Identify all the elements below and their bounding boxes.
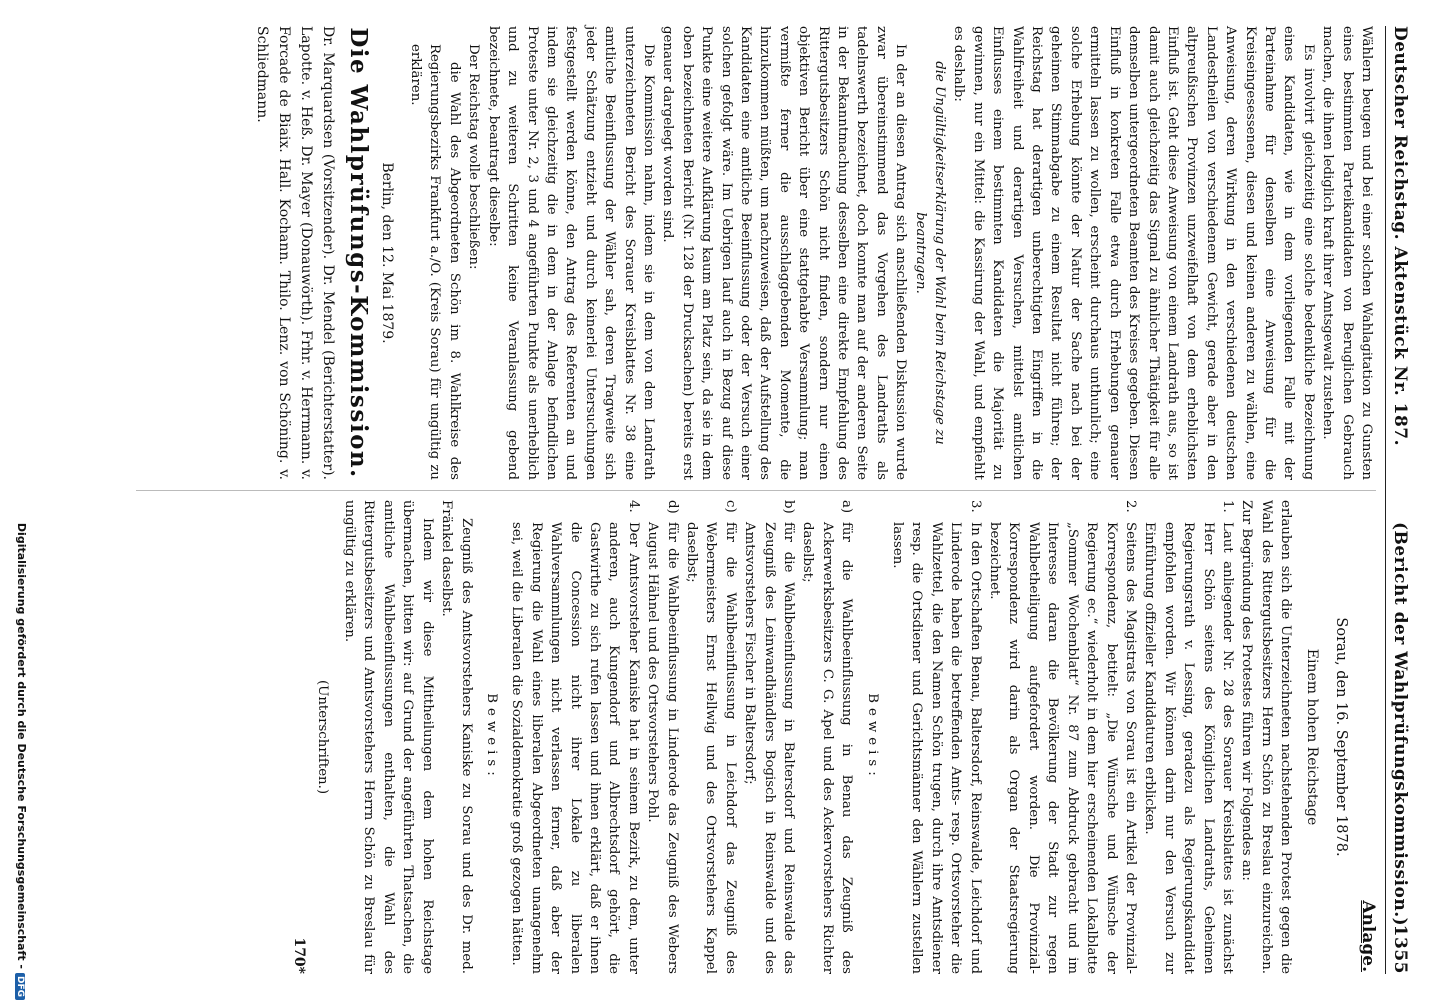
paragraph: Zeugniß des Amtsvorstehers Kaniske zu Sorau und des Dr. med. Fränkel daselbst. <box>439 500 474 974</box>
column-divider <box>136 490 1376 491</box>
paragraph: die Ungültigkeitserklärung der Wahl beim Reichstage zu beantragen. <box>912 61 948 445</box>
paragraph: Die Kommission nahm, indem sie in dem von dem Landrath unterzeichneten Bericht des Sorauer Kreisblattes Nr. 38 eine amtliche Beeinflussung der Wähler sah, deren Tragweite sich jeder Schätzung entzieht und durch keinerlei Untersuchungen festgestellt werden könne, den Antrag des Referenten an und indem sie gleichzeitig die in dem in der Anlage befindlichen Proteste unter Nr. 2, 3 und 4 angeführten Punkte als unerheblich und zu weiteren Schritten keine Veranlassung gebend bezeichnete, beantragt dieselbe: <box>485 26 656 480</box>
list-item: d) für die Wahlbeeinflussung in Linderode das Zeugniß des Webers August Hähnel und des Ortsvorstehers Pohl. <box>645 500 680 974</box>
member-list: Dr. Marquardsen (Vorsitzender). Dr. Mendel (Berichterstatter). Lapotte. v. Heß. Dr. Mayer (Donauwörth). Frhr. v. Herrmann. v. Forcade de Biaix. Hall. Kochann. Thilo. Lenz. von Schöning. v. Schliedmann. <box>253 26 336 480</box>
list-item: 1. Laut anliegender Nr. 28 des Sorauer Kreisblattes ist zunächst Herr Schön seitens des Königlichen Landraths, Geheimen Regierungsrath v. Lessing, geradezu als Regierungskandidat empfohlen worden. Wir können darin nur den Versuch zur Einführung offizieller Kandidaturen erblicken. <box>1142 500 1235 974</box>
paragraph: Es involvirt gleichzeitig eine solche bedenkliche Bezeichnung eines Kandidaten, wie in dem vorliegenden Falle mit der Parteinahme für denselben eine Anweisung für die Kreiseingesessenen, diesen und keinen anderen zu wählen, eine Anweisung, deren Wirkung in den verschiedenen deutschen Landestheilen von verschiedenem Gewicht, gerade aber in den altpreußischen Provinzen unzweifelhaft von dem erheblichsten Einfluß ist. Geht diese Anweisung von einem Landrath aus, so ist damit auch gleichzeitig das Signal zu ähnlicher Thätigkeit für alle demselben untergeordneten Beamten des Kreises gegeben. Diesen Einfluß in konkreten Falle etwa durch Erhebungen genauer ermitteln lassen zu wollen, erscheint durchaus unthunlich; eine solche Erhebung könnte der Natur der Sache nach bei der geheimen Stimmabgabe zu einem Resultat nicht führen; der Reichstag hat derartigen unberechtigten Eingriffen in die Wahlfreiheit und derartigen Versuchen, mittelst amtlichen Einflusses einem bestimmten Kandidaten die Majorität zu gewinnen, nur ein Mittel: die Kassirung der Wahl, und empfiehlt es deshalb: <box>951 26 1316 480</box>
page-number: 1355 <box>1390 924 1410 974</box>
list-item: 3. In den Ortschaften Benau, Baltersdorf, Reinswalde, Leichdorf und Linderode haben die betreffenden Amts- resp. Ortsvorsteher die Wahlzettel, die den Namen Schön trugen, durch ihre Amtsdiener resp. die Ortsdiener und Gerichtsmänner den Wählern zustellen lassen. <box>890 500 983 974</box>
paragraph: Der Reichstag wolle beschließen: <box>466 44 482 270</box>
running-head-left: Deutscher Reichstag. Aktenstück Nr. 187. <box>1390 26 1410 447</box>
list-item: b) für die Wahlbeeinflussung in Baltersdorf und Reinswalde das Zeugniß des Leinwandhändlers Bogisch in Reinswalde und des Amtsvorstehers Fischer in Baltersdorf; <box>742 500 797 974</box>
list-item: 4. Der Amtsvorsteher Kaniske hat in seinem Bezirk, zu dem, unter anderen, auch Kungendorf und Albrechtsdorf gehört, die Gastwirthe zu sich rufen lassen und ihnen erklärt, daß er ihnen die Concession nicht ihrer Lokale zu liberalen Wahlversammlungen nicht verlassen ferner, daß aber der Regierung die Wahl eines liberalen Abgeordneten unangenehm sei, weil die Liberalen die Sozialdemokratie groß gezogen hätten. <box>509 500 641 974</box>
anlage-heading: Anlage. <box>1358 900 1378 972</box>
left-column <box>251 26 1376 480</box>
beweis-heading: Beweis: <box>483 693 499 781</box>
date-line: Berlin, den 12. Mai 1879. <box>378 162 395 344</box>
proof-items <box>507 500 856 974</box>
beweis-heading: Beweis: <box>864 693 880 781</box>
salutation: Einem hohen Reichstage <box>1303 648 1320 826</box>
running-head-right: (Bericht der Wahlprüfungskommission.) <box>1390 522 1410 927</box>
header-rule <box>1385 26 1386 974</box>
commission-title: Die Wahlprüfungs-Kommission. <box>345 27 373 479</box>
digitization-note <box>15 0 28 1000</box>
dfg-logo: DFG <box>15 973 25 1000</box>
list-item: a) für die Wahlbeeinflussung in Benau das Zeugniß des Ackerwerksbesitzers C. G. Apel und des Ackervorstehers Richter daselbst; <box>800 500 855 974</box>
paragraph: die Wahl des Abgeordneten Schön im 8. Wahlkreise des Regierungsbezirks Frankfurt a./O. (Kreis Sorau) für ungültig zu erklären. <box>408 44 462 480</box>
footer-number: 170* <box>291 937 308 974</box>
paragraph: In der an diesen Antrag sich anschließenden Diskussion wurde zwar übereinstimmend das Vorgehen des Landraths als tadelnswerth bezeichnet, doch konnte man auf der anderen Seite in der Bekanntmachung desselben eine direkte Empfehlung des Rittergutsbesitzers Schön nicht finden, sondern nur einen objektiven Bericht über eine stattgehabte Versammlung; man vermißte ferner die ausschlaggebenden Momente, die hinzukommen müßten, um nachzuweisen, daß der Aufstellung des Kandidaten eine amtliche Beeinflussung oder der Versuch einer solchen gefolgt wäre. Im Uebrigen lauf auch in Bezug auf diese Punkte eine weitere Aufklärung kaum am Platz sein, da sie in dem oben bezeichneten Bericht (Nr. 128 der Drucksachen) bereits erst genauer dargelegt worden sind. <box>660 26 909 480</box>
paragraph: Wählern beugen und bei einer solchen Wahlagitation zu Gunsten eines bestimmten Parteikandidaten von Beruglichen Gebrauch machen, die ihnen lediglich kraft ihrer Amtsgewalt zustehen. <box>1320 26 1374 480</box>
paragraph: Indem wir diese Mittheilungen dem hohen Reichstage übermachen, bitten wir: auf Grund der angeführten Thatsachen, die amtliche Wahlbeeinflussungen enthalten, die Wahl des Rittergutsbesitzers und Amtsvorstehers Herrn Schön zu Breslau für ungültig zu erklären. <box>342 500 435 974</box>
place-date: Sorau, den 16. September 1878. <box>1333 617 1349 857</box>
list-item: 2. Seitens des Magistrats von Sorau ist ein Artikel der Provinzial-Korrespondenz, betitelt: „Die Wünsche und Wünsche der Regierung ec.“ wiederholt in dem hier erscheinenden Lokalblatte „Sommer Wochenblatt“ Nr. 87 zum Abdruck gebracht und im Interesse daran die Bevölkerung der Stadt zur regen Wahlbetheiligung aufgefordert worden. Die Provinzial-Korrespondenz wird darin als Organ der Staatsregierung bezeichnet. <box>987 500 1138 974</box>
signatures: (Unterschriften.) <box>314 679 330 795</box>
list-item: c) für die Wahlbeeinflussung in Leichdorf das Zeugniß des Webermeisters Ernst Hellwig und des Ortsvorstehers Kappel daselbst; <box>684 500 738 974</box>
digitization-text: Digitalisierung gefördert durch die Deutsche Forschungsgemeinschaft - <box>15 522 28 969</box>
paragraph: erlauben sich die Unterzeichneten nachstehenden Protest gegen die Wahl des Rittergutsbesitzers Herrn Schön zu Breslau einzureichen. Zur Begründung des Protestes führen wir Folgendes an: <box>1239 500 1294 974</box>
protest-items <box>888 500 1237 974</box>
right-column <box>289 500 1350 974</box>
